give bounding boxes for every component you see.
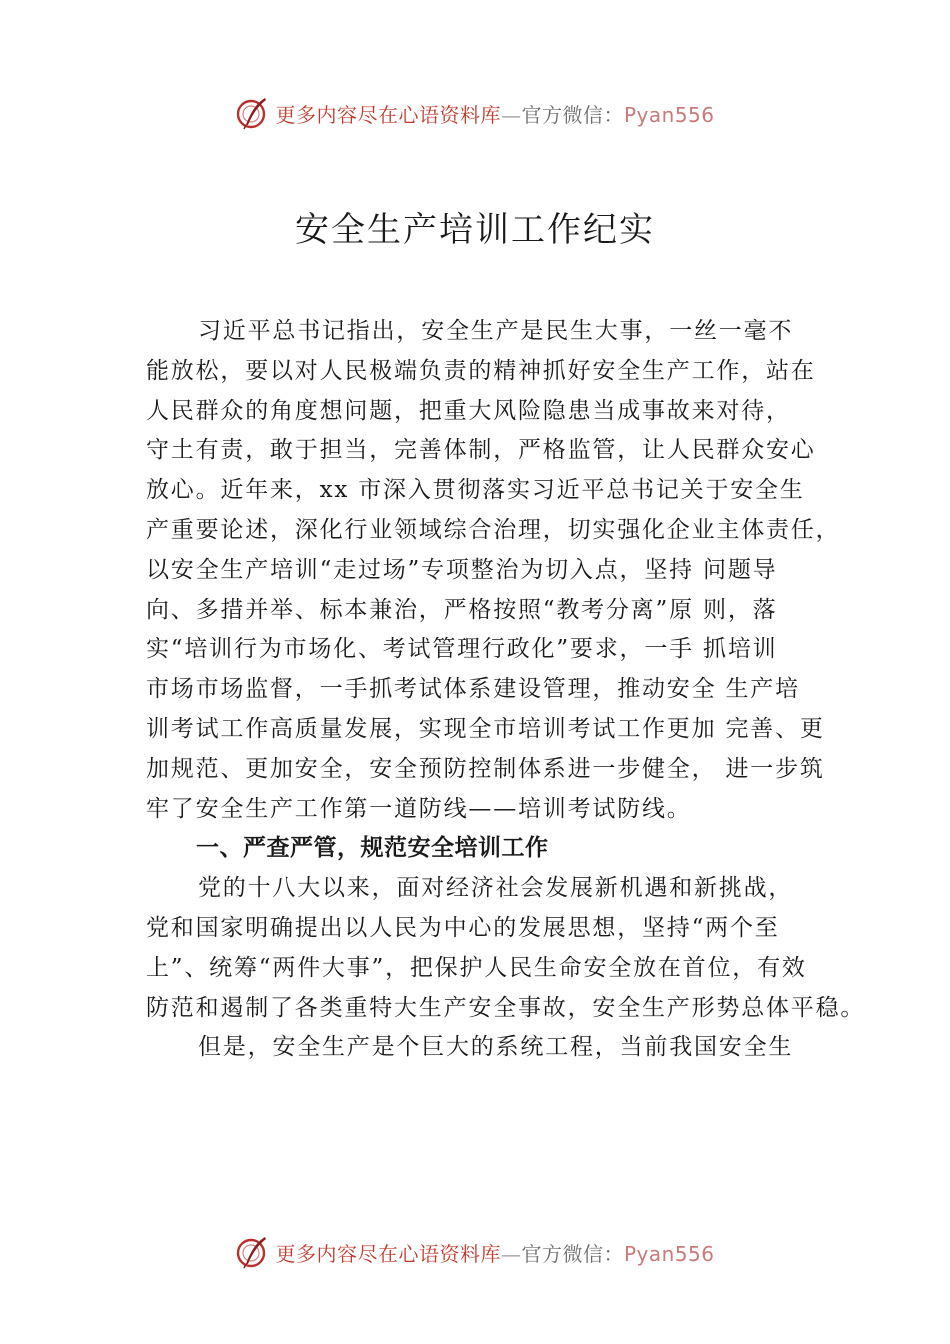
text-line: 向、多措并举、标本兼治，严格按照“教考分离”原 则，落 — [146, 596, 778, 623]
text-line: 防范和遏制了各类重特大生产安全事故，安全生产形势总体平稳。 — [146, 994, 866, 1021]
banner-text — [275, 1238, 714, 1267]
banner-dash: — — [500, 102, 522, 127]
banner-official: 官方微信： — [521, 102, 624, 127]
document-body — [146, 312, 866, 1068]
text-line: 放心。近年来，xx 市深入贯彻落实习近平总书记关于安全生 — [146, 477, 805, 504]
text-line: 训考试工作高质量发展，实现全市培训考试工作更加 完善、更 — [146, 715, 825, 742]
text-line: 加规范、更加安全，安全预防控制体系进一步健全， 进一步筑 — [146, 755, 825, 782]
banner-library: 更多内容尽在心语资料库 — [275, 102, 501, 127]
text-line: 但是，安全生产是个巨大的系统工程，当前我国安全生 — [198, 1034, 794, 1061]
quill-logo-icon — [235, 1234, 271, 1270]
text-line: 实“培训行为市场化、考试管理行政化”要求，一手 抓培训 — [146, 636, 778, 663]
text-line: 守土有责，敢于担当，完善体制，严格监管，让人民群众安心 — [146, 437, 816, 464]
text-line: 党和国家明确提出以人民为中心的发展思想，坚持“两个至 — [146, 914, 780, 941]
banner-wechat-id: Pyan556 — [623, 102, 715, 127]
text-line: 党的十八大以来，面对经济社会发展新机遇和新挑战， — [198, 875, 794, 902]
footer-banner — [0, 1232, 950, 1272]
text-line: 能放松，要以对人民极端负责的精神抓好安全生产工作，站在 — [146, 357, 816, 384]
text-line: 产重要论述，深化行业领域综合治理，切实强化企业主体责任， — [146, 516, 841, 543]
text-line: 以安全生产培训“走过场”专项整治为切入点，坚持 问题导 — [146, 556, 778, 583]
banner-official: 官方微信： — [521, 1241, 624, 1266]
text-line: 牢了安全生产工作第一道防线——培训考试防线。 — [146, 795, 692, 822]
section-heading: 一、严查严管，规范安全培训工作 — [196, 835, 549, 862]
banner-library: 更多内容尽在心语资料库 — [275, 1241, 501, 1266]
document-title: 安全生产培训工作纪实 — [295, 210, 655, 250]
banner-text — [275, 99, 714, 128]
text-line: 上”、统筹“两件大事”，把保护人民生命安全放在首位，有效 — [146, 954, 807, 981]
quill-logo-icon — [235, 95, 271, 131]
banner-wechat-id: Pyan556 — [623, 1241, 715, 1266]
banner-dash: — — [500, 1241, 522, 1266]
text-line: 市场市场监督，一手抓考试体系建设管理，推动安全 生产培 — [146, 676, 800, 703]
text-line: 人民群众的角度想问题，把重大风险隐患当成事故来对待， — [146, 397, 791, 424]
text-line: 习近平总书记指出，安全生产是民生大事，一丝一毫不 — [198, 318, 794, 344]
header-banner — [0, 93, 950, 133]
